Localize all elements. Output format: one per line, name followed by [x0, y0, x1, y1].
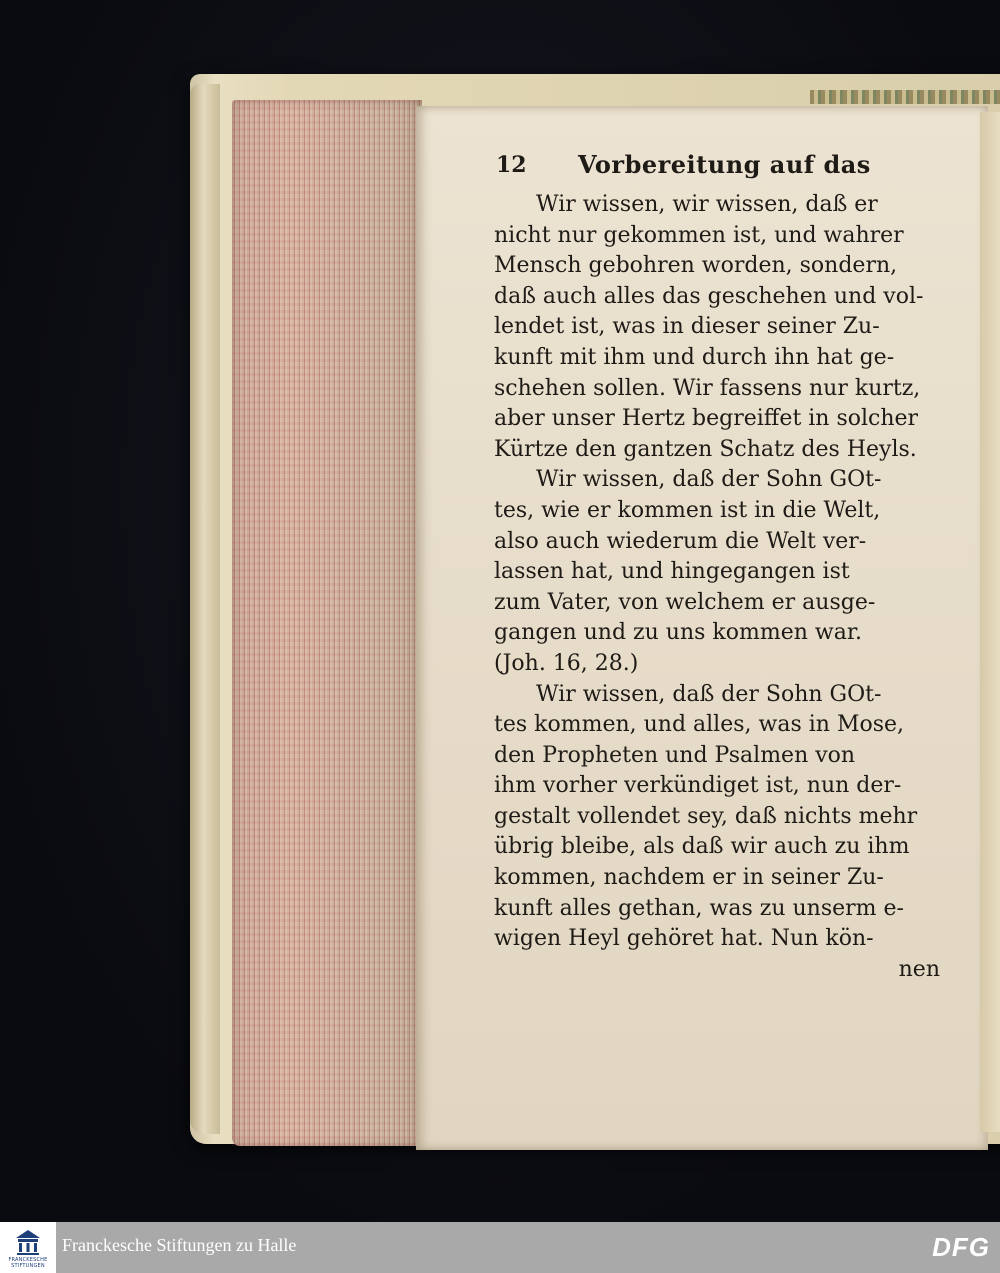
text-line: Wir wissen, wir wissen, daß er [536, 192, 878, 217]
dfg-logo[interactable]: DFG [932, 1232, 990, 1262]
text-line: wigen Heyl gehöret hat. Nun kön- [494, 926, 874, 952]
text-line: gangen und zu uns kommen war. [494, 620, 862, 646]
institution-logo[interactable] [0, 1222, 56, 1273]
text-line: lassen hat, und hingegangen ist [494, 559, 850, 585]
text-line: schehen sollen. Wir fassens nur kurtz, [494, 375, 921, 401]
facing-page-edge [980, 112, 1000, 1132]
text-line: gestalt vollendet sey, daß nichts mehr [494, 803, 918, 829]
footer-bar [0, 1222, 1000, 1273]
text-line: daß auch alles das geschehen und vol- [494, 283, 924, 309]
text-line: kommen, nachdem er in seiner Zu- [494, 865, 884, 891]
running-title: Vorbereitung auf das [578, 150, 871, 179]
headband [810, 90, 1000, 104]
text-line: tes kommen, und alles, was in Mose, [494, 712, 905, 738]
text-line: kunft mit ihm und durch ihn hat ge- [494, 344, 895, 370]
text-line: Wir wissen, daß der Sohn GOt- [536, 467, 882, 493]
building-icon [14, 1228, 42, 1256]
text-line: übrig bleibe, als daß wir auch zu ihm [494, 834, 910, 860]
text-line: ihm vorher verkündiget ist, nun der- [494, 773, 902, 799]
page-number: 12 [496, 152, 527, 178]
text-line: Mensch gebohren worden, sondern, [494, 253, 898, 279]
institution-name[interactable]: Franckesche Stiftungen zu Halle [62, 1235, 297, 1255]
page-edges [232, 100, 422, 1146]
logo-text: FRANCKESCHE STIFTUNGEN [8, 1257, 48, 1269]
text-line: Kürtze den gantzen Schatz des Heyls. [494, 436, 917, 462]
page-text [494, 146, 946, 985]
text-line: also auch wiederum die Welt ver- [494, 528, 867, 554]
catchword: nen [898, 956, 940, 982]
text-line: aber unser Hertz begreiffet in solcher [494, 406, 919, 432]
text-line: kunft alles gethan, was zu unserm e- [494, 895, 904, 921]
text-line: (Joh. 16, 28.) [494, 650, 639, 676]
text-line: den Propheten und Psalmen von [494, 742, 856, 768]
text-line: lendet ist, was in dieser seiner Zu- [494, 314, 880, 340]
book-spine [190, 84, 220, 1134]
text-line: tes, wie er kommen ist in die Welt, [494, 497, 881, 523]
text-line: Wir wissen, daß der Sohn GOt- [536, 681, 882, 707]
text-line: zum Vater, von welchem er ausge- [494, 589, 876, 615]
page-header [494, 146, 946, 190]
text-line: nicht nur gekommen ist, und wahrer [494, 222, 904, 248]
